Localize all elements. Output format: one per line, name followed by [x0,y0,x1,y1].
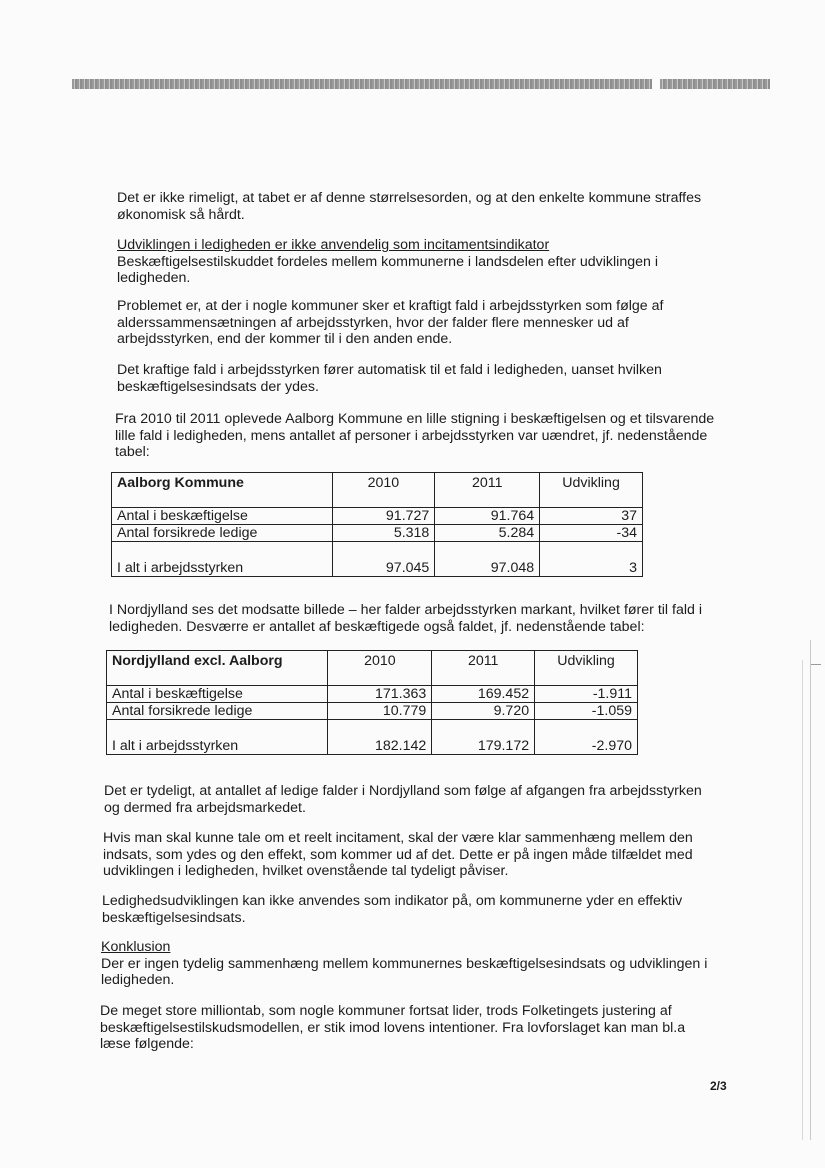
table-header-cell: Udvikling [535,651,638,686]
table-row [112,473,643,508]
table-cell: Antal forsikrede ledige [107,703,328,720]
table-cell: 10.779 [328,703,432,720]
paragraph-7-text: Det er tydeligt, at antallet af ledige falder i Nordjylland som følge af afgangen fra arbejdsstyrken og dermed fra arbejdsmarkedet. [104,783,702,816]
table-row [107,703,638,720]
paragraph-5-text: Fra 2010 til 2011 oplevede Aalborg Kommune en lille stigning i beskæftigelsen og et tilsvarende lille fald i ledigheden, mens antallet af personer i arbejdsstyrken var uændret, jf. nedenstående tabel: [115,411,715,461]
table-header-cell: 2010 [328,651,432,686]
table-header-cell: Udvikling [540,473,643,508]
paragraph-10-text: Der er ingen tydelig sammenhæng mellem kommunernes beskæftigelsesindsats og udviklingen i ledigheden. [101,955,708,989]
table-cell: 182.142 [328,720,432,755]
paragraph-2-text: Beskæftigelsestilskuddet fordeles mellem kommunerne i landsdelen efter udviklingen i ledigheden. [117,253,658,287]
scan-edge-tick [811,664,821,665]
table-cell: I alt i arbejdsstyrken [112,542,333,577]
table-cell: I alt i arbejdsstyrken [107,720,328,755]
page-number: 2/3 [710,1079,727,1093]
section-incitament [117,237,725,287]
scan-edge-line [810,640,811,1140]
paragraph-8-text: Hvis man skal kunne tale om et reelt incitament, skal der være klar sammenhæng mellem den indsats, som ydes og den effekt, som kommer ud af det. Dette er på ingen måde tilfældet med udviklingen i ledigheden, hvilket ovenstående tal tydeligt påviser. [103,830,693,880]
table-cell: 97.045 [332,542,435,577]
section-heading-incitament: Udviklingen i ledigheden er ikke anvendelig som incitamentsindikator [117,237,550,253]
table-cell: -1.059 [535,703,638,720]
paragraph-11-text: De meget store milliontab, som nogle kommuner fortsat lider, trods Folketingets justering af beskæftigelsestilskudsmodellen, er stik imod lovens intentioner. Fra lovforslaget kan man bl.a læse følgende: [100,1003,686,1053]
paragraph-4 [117,362,725,395]
header-rule-right [660,79,770,89]
paragraph-6-text: I Nordjylland ses det modsatte billede – her falder arbejdsstyrken markant, hvilket fører til fald i ledigheden. Desværre er antallet af beskæftigede også faldet, jf. nedenstående tabel: [109,602,702,635]
table-aalborg [111,472,643,577]
paragraph-3-text: Problemet er, at der i nogle kommuner sker et kraftigt fald i arbejdsstyrken som følge af alderssammensætningen af arbejdsstyrken, hvor der falder flere mennesker ud af arbejdsstyrken, end der kommer til i den anden ende. [117,298,664,348]
table-row [112,525,643,542]
table-row [112,542,643,577]
section-heading-konklusion: Konklusion [101,939,171,955]
table-row [107,651,638,686]
table-header-cell: 2011 [435,473,540,508]
paragraph-4-text: Det kraftige fald i arbejdsstyrken fører automatisk til et fald i ledigheden, uanset hvilken beskæftigelsesindsats der ydes. [117,362,662,395]
table-nordjylland [106,650,638,755]
table-cell: 3 [540,542,643,577]
table-header-cell: 2010 [332,473,435,508]
paragraph-1-text: Det er ikke rimeligt, at tabet er af denne størrelsesorden, og at den enkelte kommune straffes økonomisk så hårdt. [117,190,702,223]
table-cell: 171.363 [328,686,432,703]
table-cell: 5.318 [332,525,435,542]
paragraph-8 [103,830,715,880]
paragraph-9-text: Ledighedsudviklingen kan ikke anvendes som indikator på, om kommunerne yder en effektiv beskæftigelsesindsats. [102,893,683,926]
table-cell: Antal i beskæftigelse [112,508,333,525]
table-cell: 179.172 [432,720,535,755]
table-cell: 5.284 [435,525,540,542]
paragraph-5 [115,411,727,461]
table-cell: 91.764 [435,508,540,525]
paragraph-11 [100,1003,714,1053]
table-row [107,686,638,703]
table-cell: 91.727 [332,508,435,525]
table-cell: 9.720 [432,703,535,720]
paragraph-9 [102,893,714,926]
table-row [112,508,643,525]
table-header-cell: Aalborg Kommune [112,473,333,508]
section-konklusion [101,939,715,989]
table-row [107,720,638,755]
table-cell: 169.452 [432,686,535,703]
table-cell: -2.970 [535,720,638,755]
scan-edge-line-inner [802,660,803,1140]
paragraph-7 [104,783,716,816]
table-cell: -1.911 [535,686,638,703]
paragraph-1 [117,190,717,223]
paragraph-3 [117,298,725,348]
table-cell: 37 [540,508,643,525]
table-header-cell: 2011 [432,651,535,686]
table-cell: Antal i beskæftigelse [107,686,328,703]
table-cell: Antal forsikrede ledige [112,525,333,542]
paragraph-6 [109,602,721,635]
table-cell: 97.048 [435,542,540,577]
table-cell: -34 [540,525,643,542]
header-rule-left [72,79,652,89]
table-header-cell: Nordjylland excl. Aalborg [107,651,328,686]
